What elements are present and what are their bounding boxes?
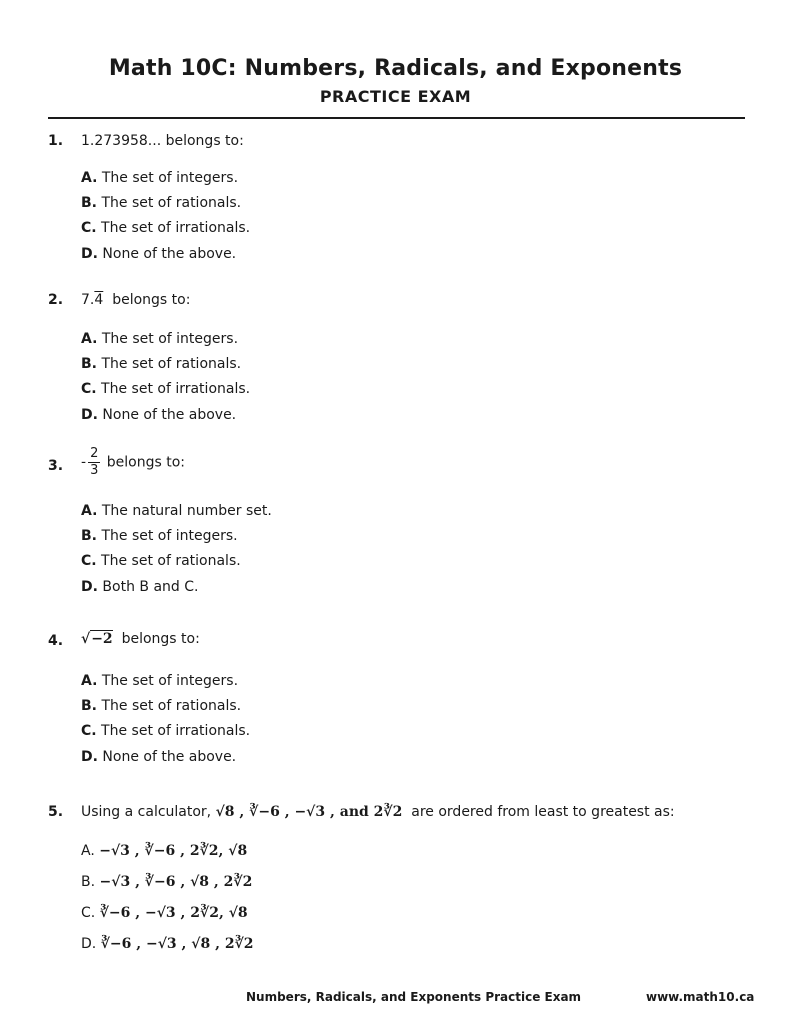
- option-label: A.: [81, 170, 98, 186]
- option-text: The set of rationals.: [101, 356, 242, 372]
- answer-option[interactable]: [81, 673, 238, 689]
- answer-option[interactable]: [81, 723, 250, 739]
- option-label: A.: [81, 843, 95, 859]
- answer-option[interactable]: [81, 528, 238, 544]
- footer-title: Numbers, Radicals, and Exponents Practice Exam: [246, 990, 582, 1004]
- option-text: The set of integers.: [101, 331, 239, 347]
- answer-option[interactable]: [81, 170, 238, 186]
- option-label: A.: [81, 331, 98, 347]
- option-label: A.: [81, 503, 98, 519]
- fraction-numerator: 2: [90, 446, 99, 461]
- option-text: −√3 , ∛−6 , √8 , 2∛2: [99, 874, 253, 890]
- question-text: [81, 446, 185, 479]
- answer-option[interactable]: [81, 407, 236, 423]
- answer-option[interactable]: [81, 579, 198, 595]
- decimal-prefix: 7.: [81, 292, 95, 308]
- option-label: C.: [81, 220, 97, 236]
- radical-expression: [81, 630, 113, 647]
- option-label: C.: [81, 381, 97, 397]
- option-text: None of the above.: [102, 749, 237, 765]
- option-text: The set of irrationals.: [101, 220, 251, 236]
- question-number: 4.: [48, 633, 64, 649]
- answer-option[interactable]: [81, 220, 250, 236]
- answer-option[interactable]: [81, 936, 254, 952]
- option-text: The set of integers.: [101, 170, 239, 186]
- option-label: A.: [81, 673, 98, 689]
- option-label: D.: [81, 246, 98, 262]
- option-text: ∛−6 , −√3 , 2∛2, √8: [99, 905, 248, 921]
- option-label: D.: [81, 936, 97, 952]
- answer-option[interactable]: [81, 331, 238, 347]
- question-text: [81, 631, 200, 647]
- answer-option[interactable]: [81, 246, 236, 262]
- fraction: [88, 446, 100, 479]
- question-suffix: belongs to:: [106, 454, 186, 471]
- option-text: The natural number set.: [101, 503, 272, 519]
- option-text: The set of irrationals.: [101, 723, 251, 739]
- question-outro: are ordered from least to greatest as:: [411, 804, 675, 820]
- option-text: −√3 , ∛−6 , 2∛2, √8: [99, 843, 248, 859]
- answer-option[interactable]: [81, 874, 252, 890]
- option-label: B.: [81, 356, 97, 372]
- question-text: [81, 292, 190, 308]
- radicand: −2: [91, 631, 113, 647]
- option-label: D.: [81, 579, 98, 595]
- option-label: C.: [81, 723, 97, 739]
- question-number: 3.: [48, 458, 64, 474]
- fraction-sign: -: [81, 454, 87, 471]
- option-label: C.: [81, 553, 97, 569]
- option-label: B.: [81, 874, 96, 890]
- option-text: Both B and C.: [102, 579, 199, 595]
- fraction-denominator: 3: [90, 463, 99, 478]
- option-text: The set of integers.: [101, 673, 239, 689]
- option-text: None of the above.: [102, 407, 237, 423]
- option-label: C.: [81, 905, 96, 921]
- option-label: B.: [81, 195, 97, 211]
- page-title: Math 10C: Numbers, Radicals, and Exponents: [108, 56, 683, 81]
- answer-option[interactable]: [81, 503, 272, 519]
- question-text: [81, 804, 675, 820]
- question-text: 1.273958... belongs to:: [81, 133, 244, 149]
- answer-option[interactable]: [81, 843, 247, 859]
- repeating-digit: 4: [94, 292, 104, 308]
- answer-option[interactable]: [81, 698, 241, 714]
- option-text: The set of integers.: [101, 528, 238, 544]
- answer-option[interactable]: [81, 356, 241, 372]
- option-text: None of the above.: [102, 246, 237, 262]
- option-text: The set of rationals.: [101, 195, 242, 211]
- question-number: 1.: [48, 133, 64, 149]
- option-label: D.: [81, 407, 98, 423]
- option-label: B.: [81, 528, 97, 544]
- option-text: The set of rationals.: [101, 698, 242, 714]
- answer-option[interactable]: [81, 381, 250, 397]
- radical-list: √8 , ∛−6 , −√3 , and 2∛2: [215, 804, 403, 820]
- header-divider: [48, 117, 745, 119]
- question-suffix: belongs to:: [112, 292, 191, 308]
- answer-option[interactable]: [81, 195, 241, 211]
- radical-symbol: √: [81, 631, 91, 647]
- question-number: 2.: [48, 292, 64, 308]
- question-intro: Using a calculator,: [81, 804, 212, 820]
- page-subtitle: PRACTICE EXAM: [319, 87, 472, 106]
- option-label: B.: [81, 698, 97, 714]
- question-number: 5.: [48, 804, 64, 820]
- option-text: ∛−6 , −√3 , √8 , 2∛2: [100, 936, 254, 952]
- option-text: The set of irrationals.: [101, 381, 251, 397]
- answer-option[interactable]: [81, 553, 241, 569]
- option-text: The set of rationals.: [101, 553, 241, 569]
- answer-option[interactable]: [81, 749, 236, 765]
- question-suffix: belongs to:: [121, 631, 200, 647]
- answer-option[interactable]: [81, 905, 248, 921]
- option-label: D.: [81, 749, 98, 765]
- footer-url[interactable]: www.math10.ca: [646, 990, 755, 1004]
